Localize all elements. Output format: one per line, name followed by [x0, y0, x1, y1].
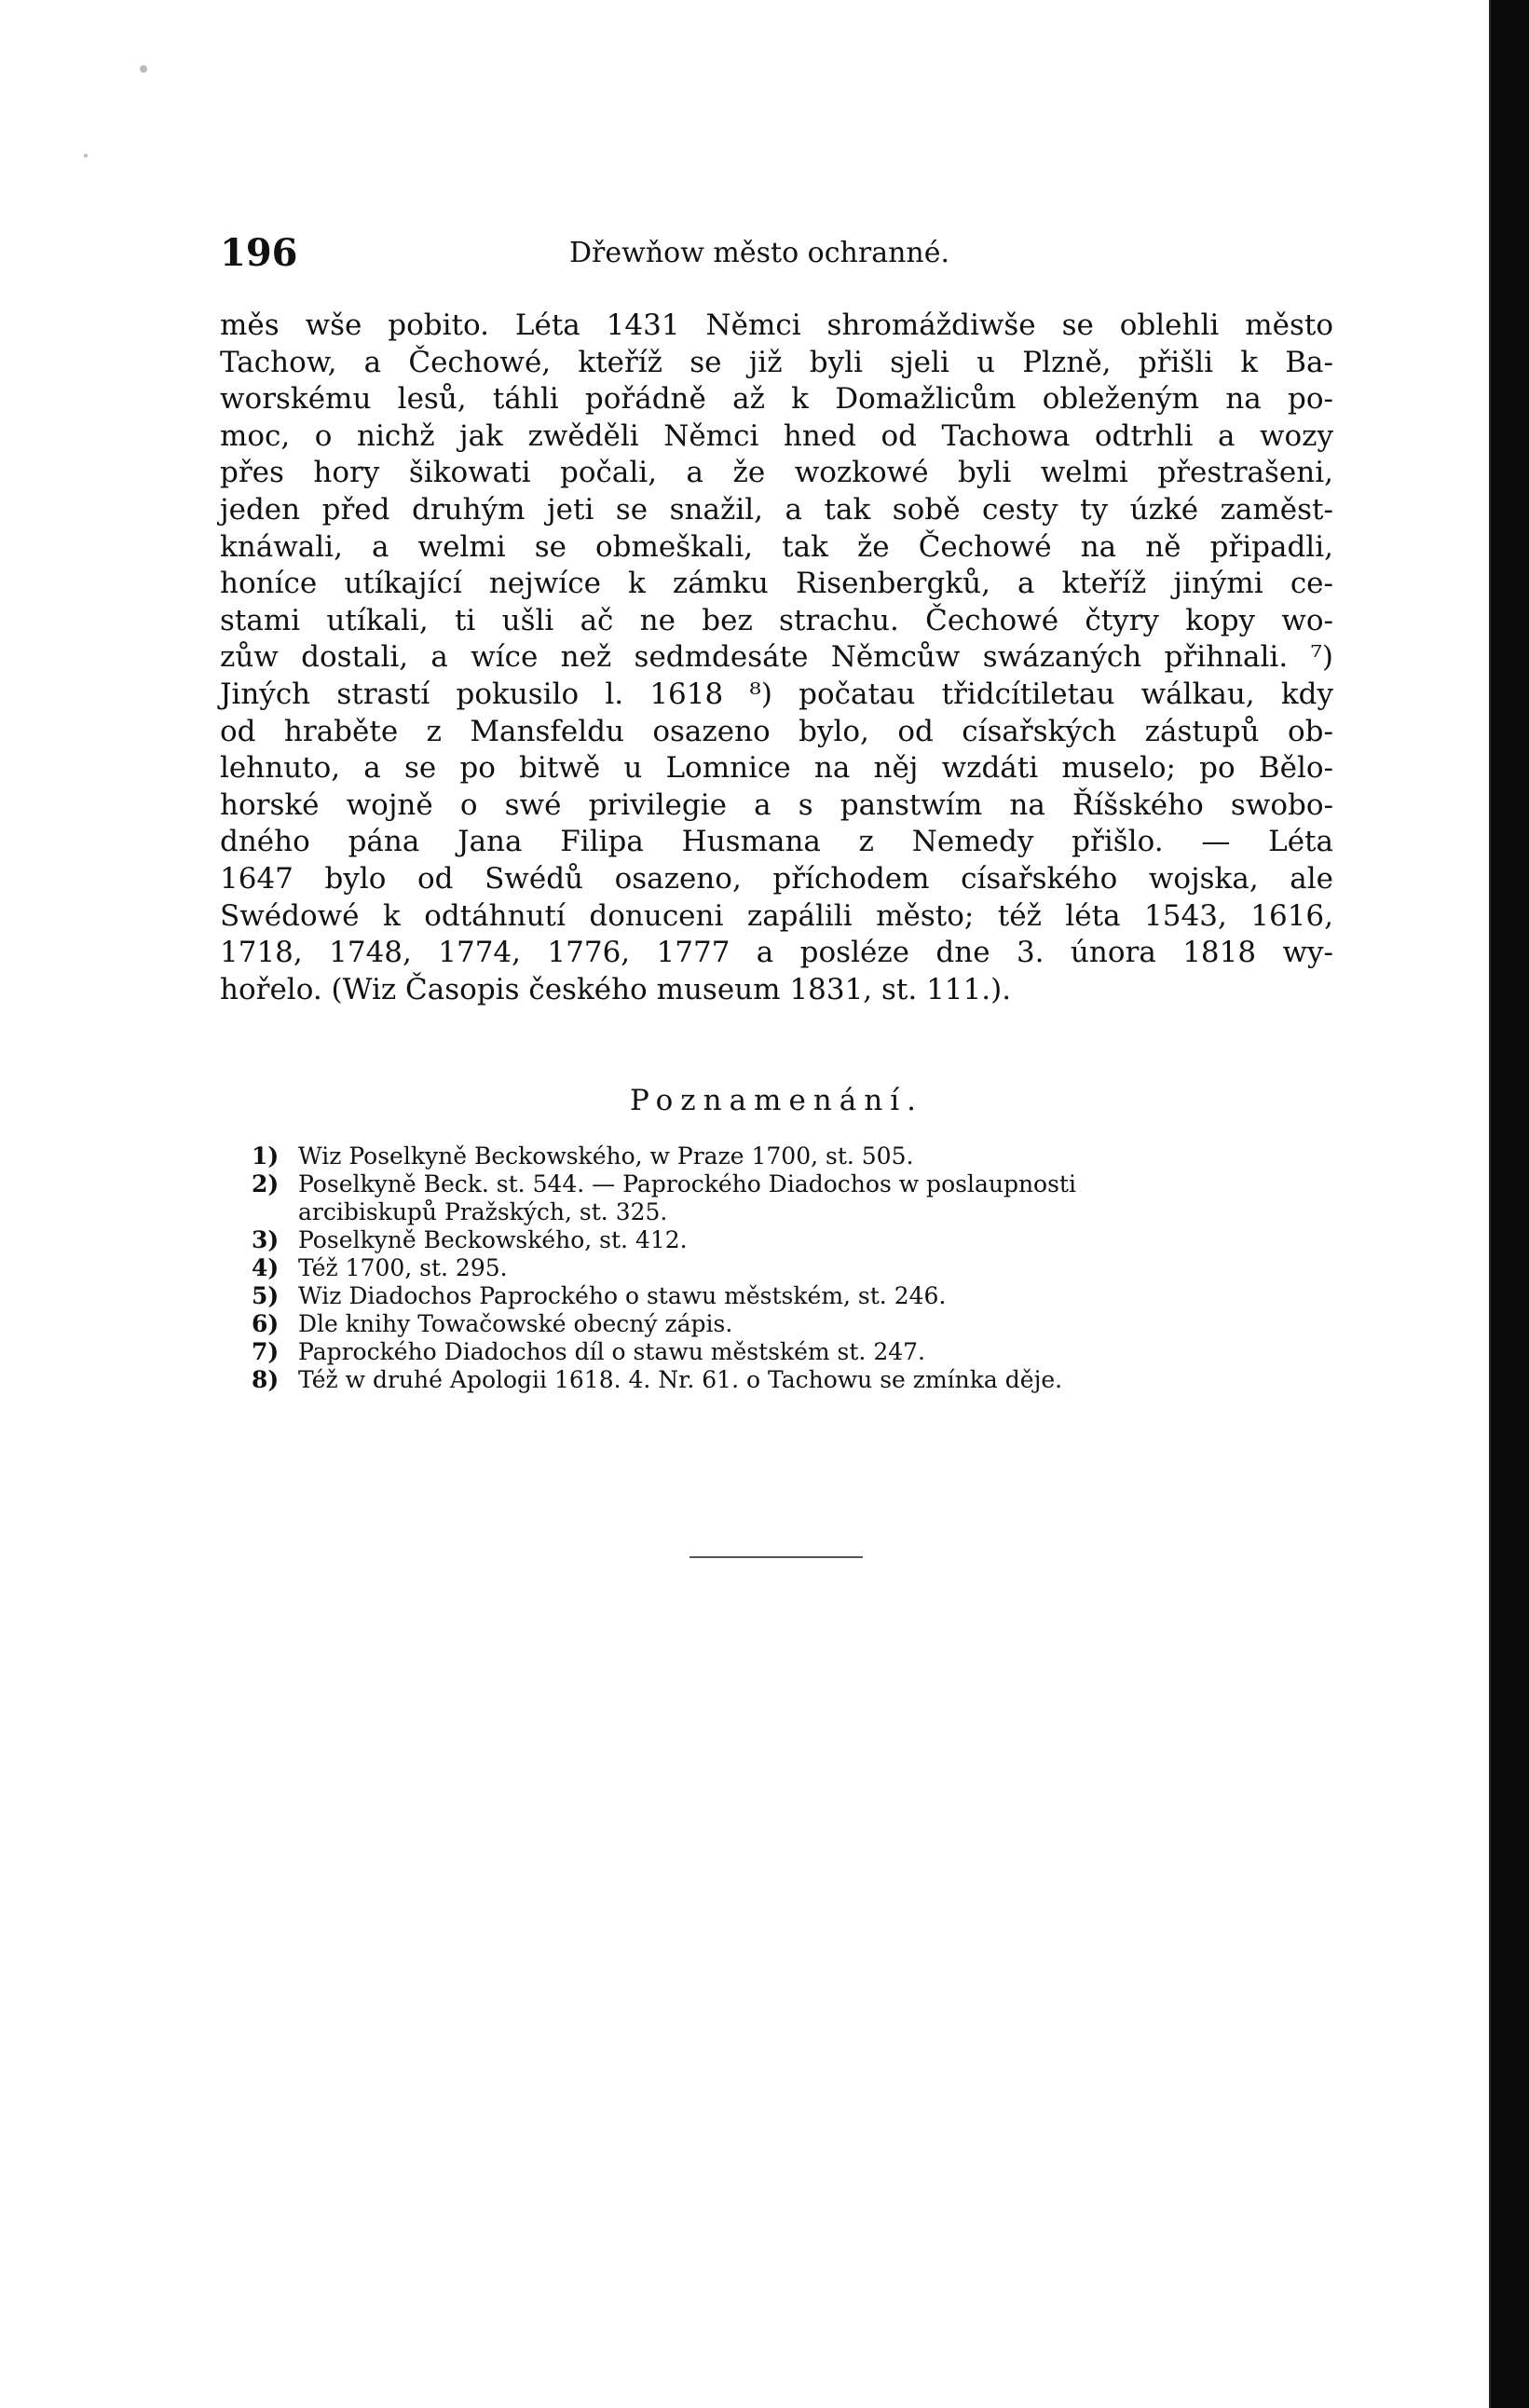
body-line: worskému lesů, táhli pořádně až k Domažlicům obleženým na po- — [220, 382, 1333, 417]
footnote-number: 4) — [252, 1254, 280, 1281]
footnote — [252, 1310, 1337, 1338]
body-line: knáwali, a welmi se obmeškali, tak že Čechowé na ně připadli, — [220, 529, 1333, 564]
footnote — [252, 1282, 1337, 1310]
footnote — [252, 1142, 1337, 1170]
paper-speck — [140, 65, 147, 73]
body-line: horské wojně o swé privilegie a s panstwím na Říšského swobo- — [220, 787, 1333, 822]
footnote-number: 2) — [252, 1170, 280, 1197]
footnote-number: 3) — [252, 1226, 280, 1253]
body-line: měs wše pobito. Léta 1431 Němci shromáždiwše se oblehli město — [220, 308, 1333, 342]
body-line: jeden před druhým jeti se snažil, a tak sobě cesty ty úzké zaměst- — [220, 492, 1333, 527]
body-line: 1718, 1748, 1774, 1776, 1777 a posléze dne 3. února 1818 wy- — [220, 936, 1333, 970]
footnote — [252, 1226, 1337, 1254]
footnote-number: 6) — [252, 1310, 280, 1337]
body-line: lehnuto, a se po bitwě u Lomnice na něj wzdáti muselo; po Bělo- — [220, 751, 1333, 786]
paper-speck — [84, 154, 88, 157]
footnote-text: Dle knihy Towačowské obecný zápis. — [298, 1310, 733, 1337]
main-paragraph — [220, 308, 1333, 1008]
footnote — [252, 1254, 1337, 1282]
body-line: dného pána Jana Filipa Husmana z Nemedy přišlo. — Léta — [220, 825, 1333, 859]
body-line: hořelo. (Wiz Časopis českého museum 1831, st. 111.). — [220, 972, 1012, 1006]
body-line: od hraběte z Mansfeldu osazeno bylo, od císařských zástupů ob- — [220, 714, 1333, 748]
page-number: 196 — [220, 231, 298, 275]
body-line: 1647 bylo od Swédů osazeno, příchodem císařského wojska, ale — [220, 861, 1333, 896]
notes-heading: Poznamenání. — [630, 1084, 923, 1117]
page-header — [220, 231, 1333, 278]
footnote-number: 8) — [252, 1366, 280, 1393]
footnotes-list — [252, 1142, 1337, 1394]
footnote-text: Též 1700, st. 295. — [298, 1254, 508, 1281]
footnote-number: 1) — [252, 1142, 280, 1170]
body-line: stami utíkali, ti ušli ač ne bez strachu. Čechowé čtyry kopy wo- — [220, 603, 1333, 637]
body-line: zůw dostali, a wíce než sedmdesáte Němcůw swázaných přihnali. ⁷) — [220, 640, 1333, 675]
footnote-text: Paprockého Diadochos díl o stawu městském st. 247. — [298, 1338, 925, 1365]
body-line: honíce utíkající nejwíce k zámku Risenbergků, a kteříž jinými ce- — [220, 567, 1333, 601]
body-line: Swédowé k odtáhnutí donuceni zapálili město; též léta 1543, 1616, — [220, 898, 1333, 933]
end-rule — [689, 1556, 863, 1558]
footnote-number: 5) — [252, 1282, 280, 1309]
body-line: Tachow, a Čechowé, kteříž se již byli sjeli u Plzně, přišli k Ba- — [220, 345, 1333, 379]
footnote-text: Též w druhé Apologii 1618. 4. Nr. 61. o Tachowu se zmínka děje. — [298, 1366, 1063, 1393]
footnote-text: Poselkyně Beck. st. 544. — Paprockého Diadochos w poslaupnosti — [298, 1170, 1076, 1197]
footnote-continuation: arcibiskupů Pražských, st. 325. — [298, 1198, 668, 1225]
footnote — [252, 1170, 1337, 1226]
scan-border — [1491, 0, 1529, 2408]
body-line: Jiných strastí pokusilo l. 1618 ⁸) počatau třidcítiletau wálkau, kdy — [220, 677, 1333, 711]
body-line: moc, o nichž jak zwěděli Němci hned od Tachowa odtrhli a wozy — [220, 418, 1333, 453]
body-line: přes hory šikowati počali, a že wozkowé byli welmi přestrašeni, — [220, 456, 1333, 490]
footnote-number: 7) — [252, 1338, 280, 1365]
footnote-text: Wiz Poselkyně Beckowského, w Praze 1700, st. 505. — [298, 1142, 914, 1170]
footnote-text: Wiz Diadochos Paprockého o stawu městském, st. 246. — [298, 1282, 947, 1309]
footnote — [252, 1338, 1337, 1366]
running-head: Dřewňow město ochranné. — [569, 237, 950, 269]
footnote-text: Poselkyně Beckowského, st. 412. — [298, 1226, 688, 1253]
footnote — [252, 1366, 1337, 1394]
